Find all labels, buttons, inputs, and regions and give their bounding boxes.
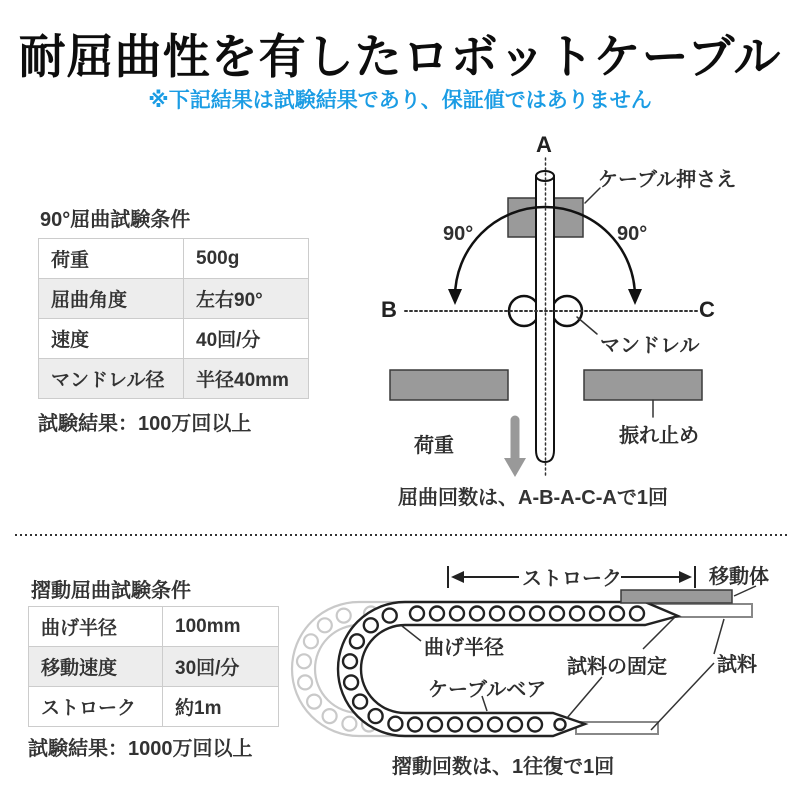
- page-title: 耐屈曲性を有したロボットケーブル: [18, 30, 782, 83]
- chain-link-pin: [470, 607, 484, 621]
- chain-link-pin: [364, 618, 378, 632]
- chain-link-pin: [630, 607, 644, 621]
- chain-link-pin: [383, 609, 397, 623]
- chain-link-pin: [530, 607, 544, 621]
- row-value: 40回/分: [184, 319, 309, 359]
- steady-rest-block-right: [584, 370, 702, 400]
- angle-right-label: 90°: [617, 223, 648, 245]
- chain-link-pin: [350, 634, 364, 648]
- point-a-label: A: [536, 132, 552, 157]
- table-row: [39, 239, 309, 279]
- bend-test-heading: 90°屈曲試験条件: [40, 209, 191, 231]
- cable-carrier-label: ケーブルベア: [428, 679, 547, 701]
- chain-link-pin: [430, 607, 444, 621]
- load-label: 荷重: [414, 435, 454, 457]
- table-row: [39, 279, 309, 319]
- chain-link-pin: [353, 695, 367, 709]
- chain-link-pin: [488, 718, 502, 732]
- row-value: 30回/分: [163, 647, 279, 687]
- chain-link-pin: [318, 618, 332, 632]
- sample-fixing-pointer-bottom: [567, 677, 602, 718]
- table-row: [29, 647, 279, 687]
- row-value: 半径40mm: [184, 359, 309, 399]
- chain-link-pin: [342, 717, 356, 731]
- chain-link-pin: [510, 607, 524, 621]
- row-value: 約1m: [163, 687, 279, 727]
- chain-link-pin: [528, 718, 542, 732]
- cable-clamp-label: ケーブル押さえ: [598, 169, 737, 191]
- chain-link-pin: [508, 718, 522, 732]
- chain-link-pin: [450, 607, 464, 621]
- slide-test-diagram: [292, 566, 756, 736]
- bend-test-table: [38, 238, 309, 399]
- row-label: 移動速度: [29, 647, 163, 687]
- chain-link-pin: [323, 709, 337, 723]
- chain-link-pin: [555, 719, 566, 730]
- sample-label: 試料: [717, 654, 757, 676]
- chain-link-pin: [550, 607, 564, 621]
- point-c-label: C: [699, 297, 715, 322]
- chain-link-pin: [344, 675, 358, 689]
- chain-link-pin: [297, 654, 311, 668]
- sample-fixing-label: 試料の固定: [567, 656, 667, 678]
- row-label: ストローク: [29, 687, 163, 727]
- slide-test-table: [28, 606, 279, 727]
- chain-link-pin: [388, 717, 402, 731]
- row-label: 荷重: [39, 239, 184, 279]
- slide-count-caption: 摺動回数は、1往復で1回: [392, 756, 615, 778]
- mandrel-pointer: [577, 317, 597, 334]
- chain-link-pin: [448, 718, 462, 732]
- chain-link-pin: [428, 718, 442, 732]
- sample-bar-bottom: [576, 722, 658, 734]
- chain-link-pin: [298, 675, 312, 689]
- chain-link-pin: [369, 709, 383, 723]
- chain-link-pin: [610, 607, 624, 621]
- stroke-arrowhead-right: [679, 571, 692, 583]
- angle-left-label: 90°: [443, 223, 474, 245]
- table-row: [29, 687, 279, 727]
- row-value: 左右90°: [184, 279, 309, 319]
- chain-link-pin: [304, 634, 318, 648]
- moving-body-block: [621, 590, 732, 603]
- chain-link-pin: [490, 607, 504, 621]
- row-label: 屈曲角度: [39, 279, 184, 319]
- bend-count-caption: 屈曲回数は、A-B-A-C-Aで1回: [398, 487, 668, 509]
- chain-link-pin: [590, 607, 604, 621]
- chain-link-pin: [410, 607, 424, 621]
- steady-rest-label: 振れ止め: [619, 425, 699, 447]
- slide-test-result: 試験結果：1000万回以上: [28, 738, 253, 760]
- arc-arrowhead-right: [628, 289, 642, 305]
- chain-link-pin: [343, 654, 357, 668]
- moving-body-label: 移動体: [709, 566, 769, 588]
- chain-link-pin: [408, 718, 422, 732]
- arc-arrowhead-left: [448, 289, 462, 305]
- slide-test-heading: 摺動屈曲試験条件: [31, 580, 191, 602]
- row-label: 速度: [39, 319, 184, 359]
- chain-link-pin: [570, 607, 584, 621]
- bend-test-result: 試験結果：100万回以上: [38, 413, 252, 435]
- row-value: 500g: [184, 239, 309, 279]
- steady-rest-block-left: [390, 370, 508, 400]
- chain-link-pin: [307, 695, 321, 709]
- stroke-arrowhead-left: [451, 571, 464, 583]
- row-label: 曲げ半径: [29, 607, 163, 647]
- bend-radius-label: 曲げ半径: [424, 637, 504, 659]
- chain-link-pin: [337, 609, 351, 623]
- table-row: [39, 359, 309, 399]
- load-arrow-head: [504, 458, 526, 477]
- table-row: [29, 607, 279, 647]
- chain-link-pin: [468, 718, 482, 732]
- stroke-label: ストローク: [522, 568, 622, 590]
- point-b-label: B: [381, 297, 397, 322]
- row-value: 100mm: [163, 607, 279, 647]
- mandrel-label: マンドレル: [600, 335, 700, 357]
- disclaimer-subtitle: ※下記結果は試験結果であり、保証値ではありません: [148, 89, 652, 112]
- row-label: マンドレル径: [39, 359, 184, 399]
- table-row: [39, 319, 309, 359]
